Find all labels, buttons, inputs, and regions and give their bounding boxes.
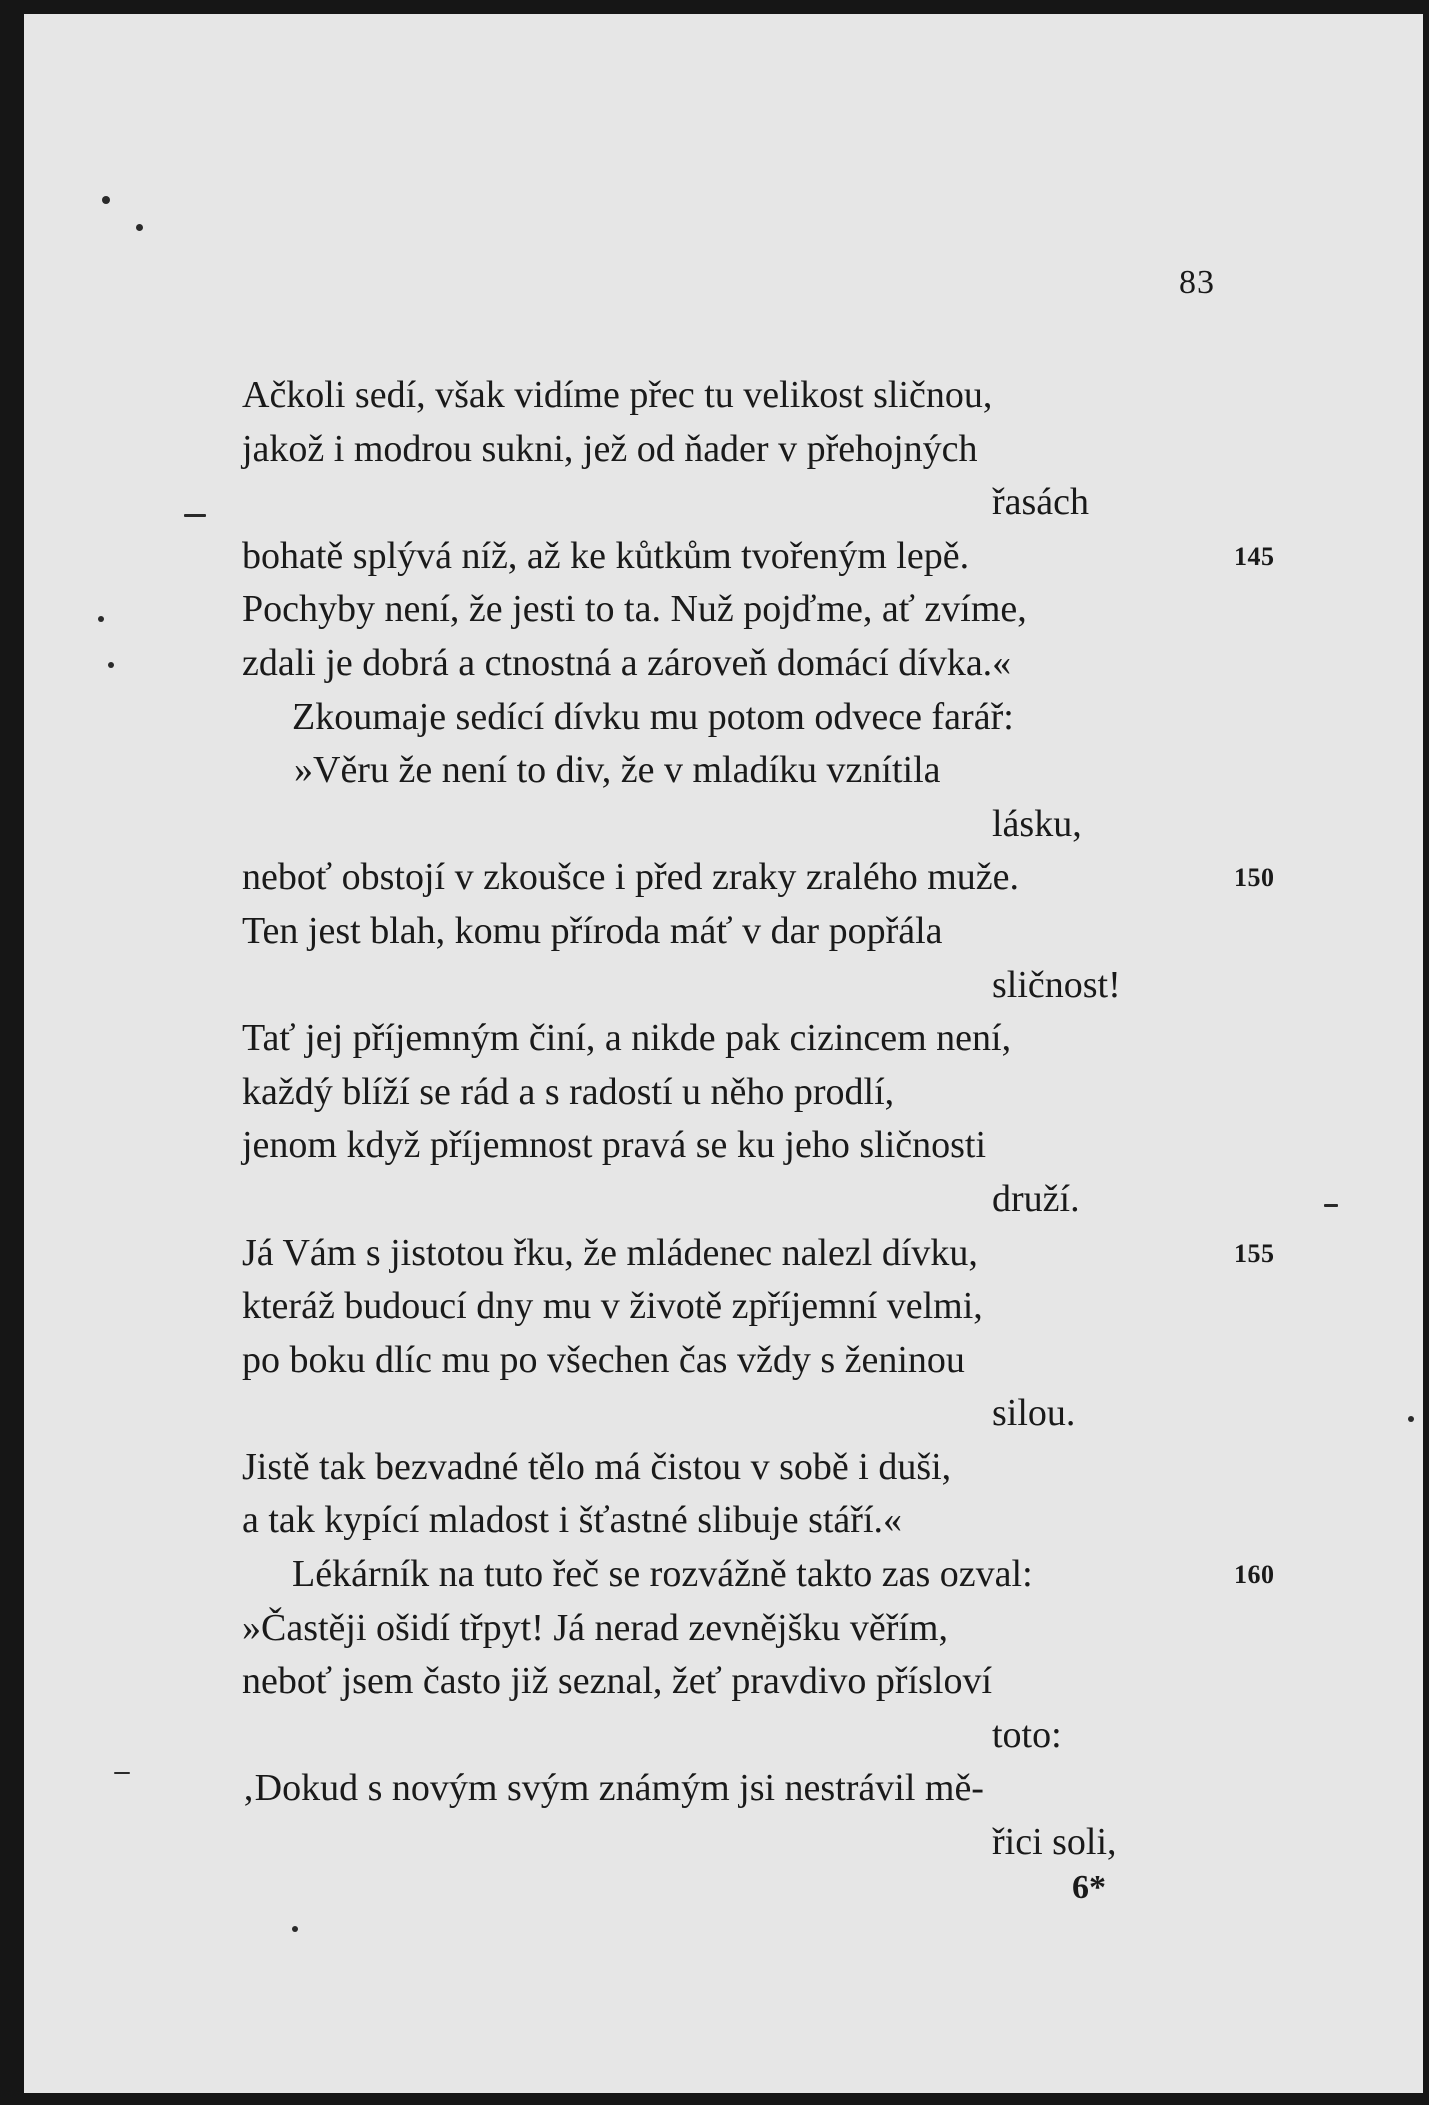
line-text: »Častěji ošidí třpyt! Já nerad zevnějšku věřím,: [242, 1606, 948, 1649]
poem-text: [242, 369, 1275, 1870]
text-line: [242, 1066, 1222, 1120]
line-text: zdali je dobrá a ctnostná a zároveň domácí dívka.«: [242, 641, 1012, 684]
line-text: kteráž budoucí dny mu v životě zpříjemní velmi,: [242, 1285, 983, 1328]
scan-speck: [102, 196, 110, 204]
line-text: ‚Dokud s novým svým známým jsi nestrávil mě-: [242, 1767, 984, 1810]
signature-mark: 6*: [1072, 1869, 1106, 1906]
text-line: [242, 1816, 1222, 1870]
line-text: Zkoumaje sedící dívku mu potom odvece farář:: [292, 695, 1014, 738]
text-line: [242, 530, 1275, 584]
text-line: [242, 423, 1222, 477]
line-number: 160: [1234, 1560, 1275, 1590]
line-text: druží.: [992, 1177, 1080, 1220]
line-text: po boku dlíc mu po všechen čas vždy s ženinou: [242, 1338, 965, 1381]
text-line: [242, 1548, 1275, 1602]
text-line: [242, 637, 1222, 691]
text-line: [242, 1280, 1222, 1334]
text-line: [242, 476, 1222, 530]
text-line: [242, 744, 1222, 798]
line-text: Pochyby není, že jesti to ta. Nuž pojďme, ať zvíme,: [242, 588, 1027, 631]
text-line: [242, 1602, 1222, 1656]
line-text: Lékárník na tuto řeč se rozvážně takto zas ozval:: [292, 1553, 1033, 1596]
line-text: silou.: [992, 1392, 1076, 1435]
text-line: [242, 1227, 1275, 1281]
scan-speck: [136, 224, 143, 231]
text-line: [242, 1387, 1222, 1441]
scan-speck: [1408, 1416, 1414, 1422]
scan-speck: [108, 662, 114, 668]
text-line: [242, 1655, 1222, 1709]
text-line: [242, 1762, 1222, 1816]
text-line: [242, 369, 1222, 423]
text-line: [242, 1709, 1222, 1763]
line-text: Ten jest blah, komu příroda máť v dar popřála: [242, 909, 943, 952]
line-text: řici soli,: [992, 1821, 1117, 1864]
text-line: [242, 691, 1222, 745]
text-line: [242, 1119, 1222, 1173]
line-text: řasách: [992, 481, 1090, 524]
line-text: sličnost!: [992, 963, 1121, 1006]
line-text: bohatě splývá níž, až ke kůtkům tvořeným lepě.: [242, 534, 970, 577]
scan-speck: [1324, 1204, 1338, 1207]
line-text: a tak kypící mladost i šťastné slibuje stáří.«: [242, 1499, 903, 1542]
scan-speck: [114, 1772, 130, 1774]
scan-speck: [98, 616, 104, 622]
line-text: toto:: [992, 1713, 1062, 1756]
line-text: Tať jej příjemným činí, a nikde pak cizincem není,: [242, 1017, 1012, 1060]
line-text: každý blíží se rád a s radostí u něho prodlí,: [242, 1070, 895, 1113]
text-line: [242, 583, 1222, 637]
scan-speck: [184, 514, 206, 517]
line-text: neboť jsem často již seznal, žeť pravdivo přísloví: [242, 1660, 993, 1703]
text-line: [242, 1441, 1222, 1495]
line-text: »Věru že není to div, že v mladíku vznítila: [294, 749, 941, 792]
line-number: 155: [1234, 1238, 1275, 1268]
scan-speck: [292, 1926, 298, 1932]
line-number: 150: [1234, 863, 1275, 893]
line-text: neboť obstojí v zkoušce i před zraky zralého muže.: [242, 856, 1020, 899]
text-line: [242, 1173, 1222, 1227]
line-text: Já Vám s jistotou řku, že mládenec nalezl dívku,: [242, 1231, 978, 1274]
line-text: lásku,: [992, 802, 1082, 845]
line-text: jakož i modrou sukni, jež od ňader v přehojných: [242, 427, 978, 470]
page-number: 83: [1179, 264, 1215, 301]
text-line: [242, 905, 1222, 959]
text-line: [242, 959, 1222, 1013]
line-text: Ačkoli sedí, však vidíme přec tu velikost sličnou,: [242, 374, 993, 416]
text-line: [242, 1334, 1222, 1388]
text-line: [242, 1494, 1222, 1548]
line-number: 145: [1234, 541, 1275, 571]
text-line: [242, 798, 1222, 852]
text-line: [242, 851, 1275, 905]
line-text: Jistě tak bezvadné tělo má čistou v sobě i duši,: [242, 1445, 952, 1488]
line-text: jenom když příjemnost pravá se ku jeho sličnosti: [242, 1124, 987, 1167]
text-line: [242, 1012, 1222, 1066]
